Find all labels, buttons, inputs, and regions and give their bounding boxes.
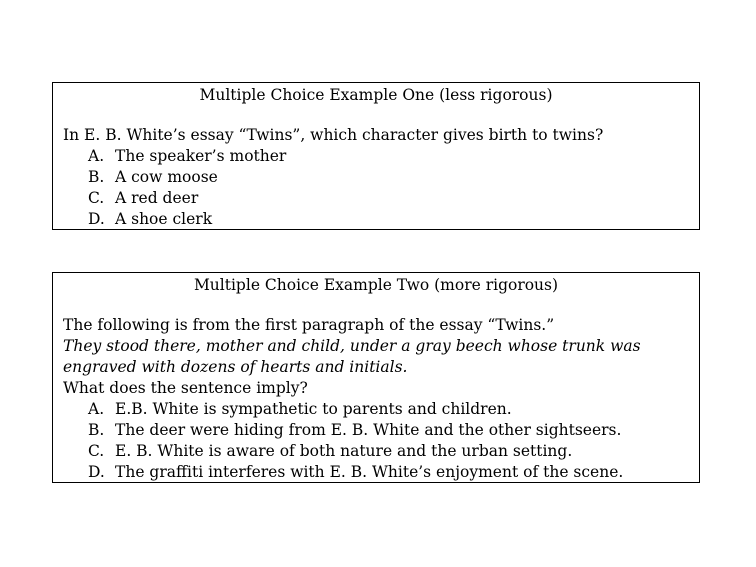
choice-text: E. B. White is aware of both nature and the urban setting. xyxy=(115,442,573,460)
choice-text: E.B. White is sympathetic to parents and children. xyxy=(115,400,512,418)
choice-item xyxy=(53,188,699,209)
choice-letter: D. xyxy=(88,463,105,481)
example-two-intro: The following is from the first paragraph of the essay “Twins.” xyxy=(63,316,555,334)
spacer xyxy=(53,106,699,125)
choice-letter: C. xyxy=(88,189,105,207)
choice-letter: D. xyxy=(88,210,105,228)
example-one-title: Multiple Choice Example One (less rigorous) xyxy=(199,86,553,104)
example-two-box xyxy=(52,272,700,483)
example-two-question: What does the sentence imply? xyxy=(63,379,308,397)
spacer xyxy=(53,296,699,315)
choice-item xyxy=(53,209,699,230)
choice-letter: C. xyxy=(88,442,105,460)
example-one-choices xyxy=(53,146,699,230)
choice-letter: A. xyxy=(88,147,105,165)
example-two-excerpt: They stood there, mother and child, under a gray beech whose trunk was engraved with dozens of hearts and initials. xyxy=(63,337,641,376)
choice-text: A shoe clerk xyxy=(115,210,213,228)
choice-item xyxy=(53,441,699,462)
example-two-choices xyxy=(53,399,699,483)
choice-letter: B. xyxy=(88,421,105,439)
example-two-title: Multiple Choice Example Two (more rigorous) xyxy=(193,276,559,294)
example-one-box xyxy=(52,82,700,230)
choice-item xyxy=(53,167,699,188)
choice-item xyxy=(53,420,699,441)
choice-text: The graffiti interferes with E. B. White’s enjoyment of the scene. xyxy=(115,463,624,481)
choice-letter: A. xyxy=(88,400,105,418)
choice-text: The deer were hiding from E. B. White and the other sightseers. xyxy=(115,421,622,439)
choice-text: A red deer xyxy=(115,189,199,207)
example-one-question: In E. B. White’s essay “Twins”, which character gives birth to twins? xyxy=(63,126,604,144)
choice-item xyxy=(53,399,699,420)
choice-text: The speaker’s mother xyxy=(115,147,287,165)
choice-text: A cow moose xyxy=(115,168,218,186)
choice-item xyxy=(53,462,699,483)
choice-letter: B. xyxy=(88,168,105,186)
choice-item xyxy=(53,146,699,167)
